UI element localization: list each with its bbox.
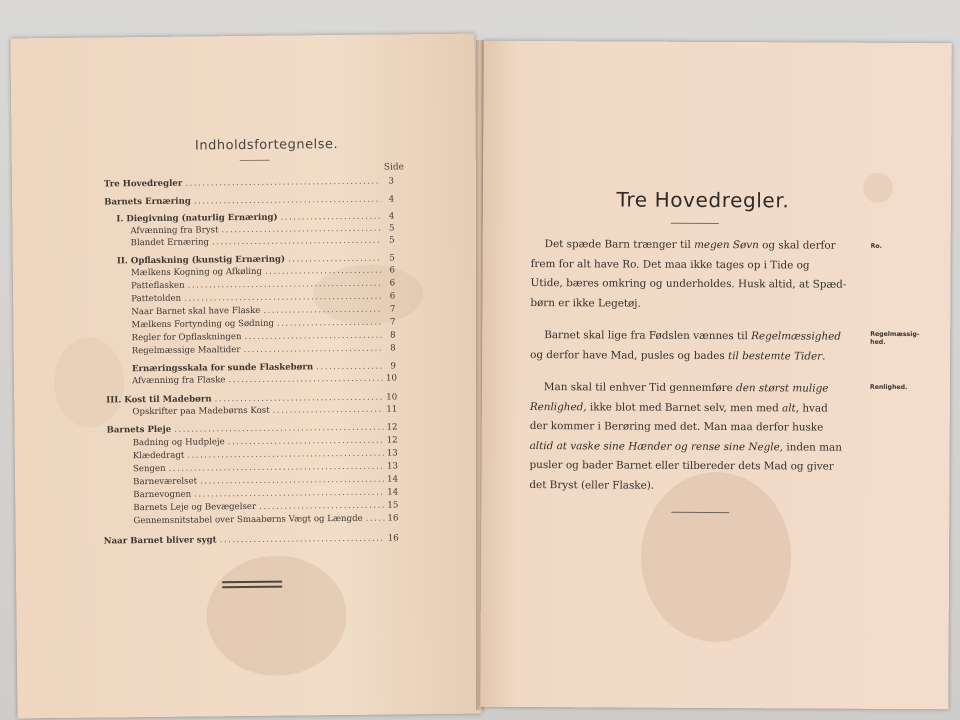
dot-leader [280, 212, 381, 223]
toc-side-label: Side [383, 162, 405, 173]
toc-entry-label: Mælkens Fortynding og Sødning [131, 318, 275, 331]
toc-entry-label: Mælkens Kogning og Afkøling [130, 266, 263, 279]
toc-entry-label: Regler for Opflaskningen [131, 332, 242, 344]
dot-leader [188, 279, 382, 291]
toc-entry-page: 10 [385, 373, 398, 384]
toc-entry-page: 7 [389, 317, 396, 328]
toc-entry-page: 8 [390, 330, 396, 341]
dot-leader [185, 177, 381, 189]
toc-entry [133, 500, 397, 513]
dot-leader [277, 318, 383, 329]
toc-entry [104, 533, 398, 546]
toc-entry [133, 461, 397, 474]
dot-leader [273, 405, 384, 416]
toc-entry-label: Naar Barnet bliver sygt [103, 535, 217, 547]
toc-entry-label: Barnevognen [133, 489, 192, 501]
title-divider [671, 223, 719, 224]
dot-leader [259, 501, 384, 512]
margin-note-regularity: Regelmæssig-hed. [870, 330, 920, 346]
toc-entry [132, 330, 396, 343]
margin-note-cleanliness: Renlighed. [869, 383, 908, 392]
dot-leader [316, 362, 383, 373]
toc-entry-label: I. Diegivning (naturlig Ernæring) [116, 212, 278, 225]
toc-entry [131, 265, 395, 278]
dot-leader [244, 331, 382, 342]
toc-entry-label: Barnets Ernæring [104, 196, 191, 208]
dot-leader [194, 488, 384, 500]
toc-entry-page: 7 [389, 304, 396, 315]
toc-entry [131, 278, 395, 291]
toc-entry [132, 373, 396, 386]
dot-leader [288, 254, 382, 265]
toc-entry-label: Naar Barnet skal have Flaske [131, 305, 261, 318]
toc-entry-label: Barneværelset [133, 476, 198, 488]
toc-list [10, 34, 481, 719]
chapter-title: Tre Hovedregler. [616, 187, 790, 213]
toc-entry [131, 235, 395, 248]
toc-entry [132, 404, 396, 417]
toc-entry-label: Patteflasken [131, 280, 185, 292]
toc-entry-label: Barnets Pleje [106, 424, 172, 436]
toc-entry [133, 487, 397, 500]
toc-entry-label: Klædedragt [132, 450, 185, 462]
toc-entry-page: 6 [389, 291, 396, 302]
toc-entry-page: 13 [386, 448, 398, 459]
dot-leader [215, 393, 384, 405]
toc-entry [132, 343, 396, 356]
toc-entry [107, 422, 397, 435]
toc-entry-page: 4 [388, 194, 395, 205]
toc-entry [133, 435, 397, 448]
toc-entry [106, 392, 396, 405]
dot-leader [174, 423, 383, 435]
toc-entry-page: 4 [388, 211, 395, 222]
toc-entry-page: 16 [387, 533, 399, 544]
toc-entry [104, 176, 394, 189]
toc-entry-label: II. Opflaskning (kunstig Ernæring) [116, 254, 286, 267]
toc-entry-page: 12 [386, 422, 398, 433]
toc-entry [117, 253, 395, 266]
water-stain [863, 173, 893, 203]
toc-entry-label: Badning og Hudpleje [132, 437, 225, 449]
toc-entry-label: Regelmæssige Maaltider [131, 345, 241, 357]
toc-entry [104, 194, 394, 207]
toc-entry-page: 16 [387, 513, 399, 524]
toc-entry [130, 223, 394, 236]
toc-entry-page: 5 [388, 223, 395, 234]
toc-entry [133, 448, 397, 461]
dot-leader [228, 436, 384, 448]
paragraph-regularity: Barnet skal lige fra Fødslen vænnes til Regelmæssighed og derfor have Mad, pusles og bades til bestemte Tider. [530, 329, 841, 363]
dot-leader [366, 514, 385, 524]
toc-entry-label: Ernæringsskala for sunde Flaskebørn [131, 362, 314, 375]
toc-entry [116, 211, 394, 224]
toc-entry-page: 6 [389, 278, 396, 289]
toc-entry [133, 513, 397, 526]
toc-entry-label: Sengen [132, 463, 166, 475]
dot-leader [184, 292, 382, 304]
toc-entry-label: Afvænning fra Flaske [131, 375, 226, 387]
toc-entry [132, 361, 396, 374]
dot-leader [263, 305, 382, 316]
toc-entry-label: Blandet Ernæring [130, 237, 210, 249]
toc-entry-page: 14 [387, 474, 399, 485]
dot-leader [200, 475, 384, 487]
toc-entry-label: Pattetolden [131, 293, 182, 305]
toc-entry-page: 5 [389, 253, 395, 264]
toc-entry-label: Tre Hovedregler [103, 178, 183, 190]
paragraph-rest: Det spæde Barn trænger til megen Søvn og skal derfor frem for alt have Ro. Det maa ikke tages op i Tide og Utide, bæres omkring og underholdes. Husk altid, at Spæd- børn er ikke Legetøj. [530, 238, 847, 310]
dot-leader [194, 195, 381, 207]
toc-entry-page: 13 [386, 461, 398, 472]
toc-entry-page: 14 [387, 487, 399, 498]
toc-entry-page: 11 [386, 404, 398, 415]
toc-entry-label: Gennemsnitstabel over Smaabørns Vægt og Længde [133, 513, 363, 527]
toc-entry [133, 474, 397, 487]
toc-entry-label: Opskrifter paa Madebørns Kost [132, 405, 270, 418]
toc-entry-label: III. Kost til Madebørn [106, 394, 212, 406]
dot-leader [243, 344, 382, 355]
toc-entry-label: Afvænning fra Bryst [130, 225, 219, 237]
dot-leader [212, 236, 382, 248]
right-page [480, 41, 951, 709]
dot-leader [221, 224, 381, 236]
toc-entry-page: 8 [390, 343, 396, 354]
margin-note-ro: Ro. [870, 242, 883, 250]
dot-leader [265, 266, 382, 277]
paragraph-cleanliness: Man skal til enhver Tid gennemføre den størst mulige Renlighed, ikke blot med Barnet selv, men med alt, hvad der kommer i Berøring med det. Man maa derfor huske altid at vaske sine Hænder og rense sine Negle, inden man pusler og bader Barnet eller tilbereder dets Mad og giver det Bryst (eller Flaske). [529, 381, 842, 492]
toc-entry-page: 5 [389, 235, 395, 246]
toc-entry-page: 12 [386, 435, 398, 446]
toc-entry-page: 9 [390, 361, 396, 372]
toc-entry-label: Barnets Leje og Bevægelser [133, 501, 257, 514]
toc-entry [131, 317, 395, 330]
toc-title: Indholdsfortegnelse. [194, 137, 339, 154]
dot-leader [169, 462, 384, 474]
left-page [10, 34, 481, 719]
toc-entry-page: 3 [388, 176, 395, 187]
dot-leader [228, 374, 383, 386]
water-stain [641, 472, 792, 643]
toc-entry-page: 10 [386, 392, 398, 403]
toc-entry [131, 304, 395, 317]
dot-leader [220, 534, 385, 546]
dot-leader [187, 449, 384, 461]
toc-entry-page: 15 [387, 500, 399, 511]
toc-entry [131, 291, 395, 304]
toc-entry-page: 6 [389, 265, 395, 276]
